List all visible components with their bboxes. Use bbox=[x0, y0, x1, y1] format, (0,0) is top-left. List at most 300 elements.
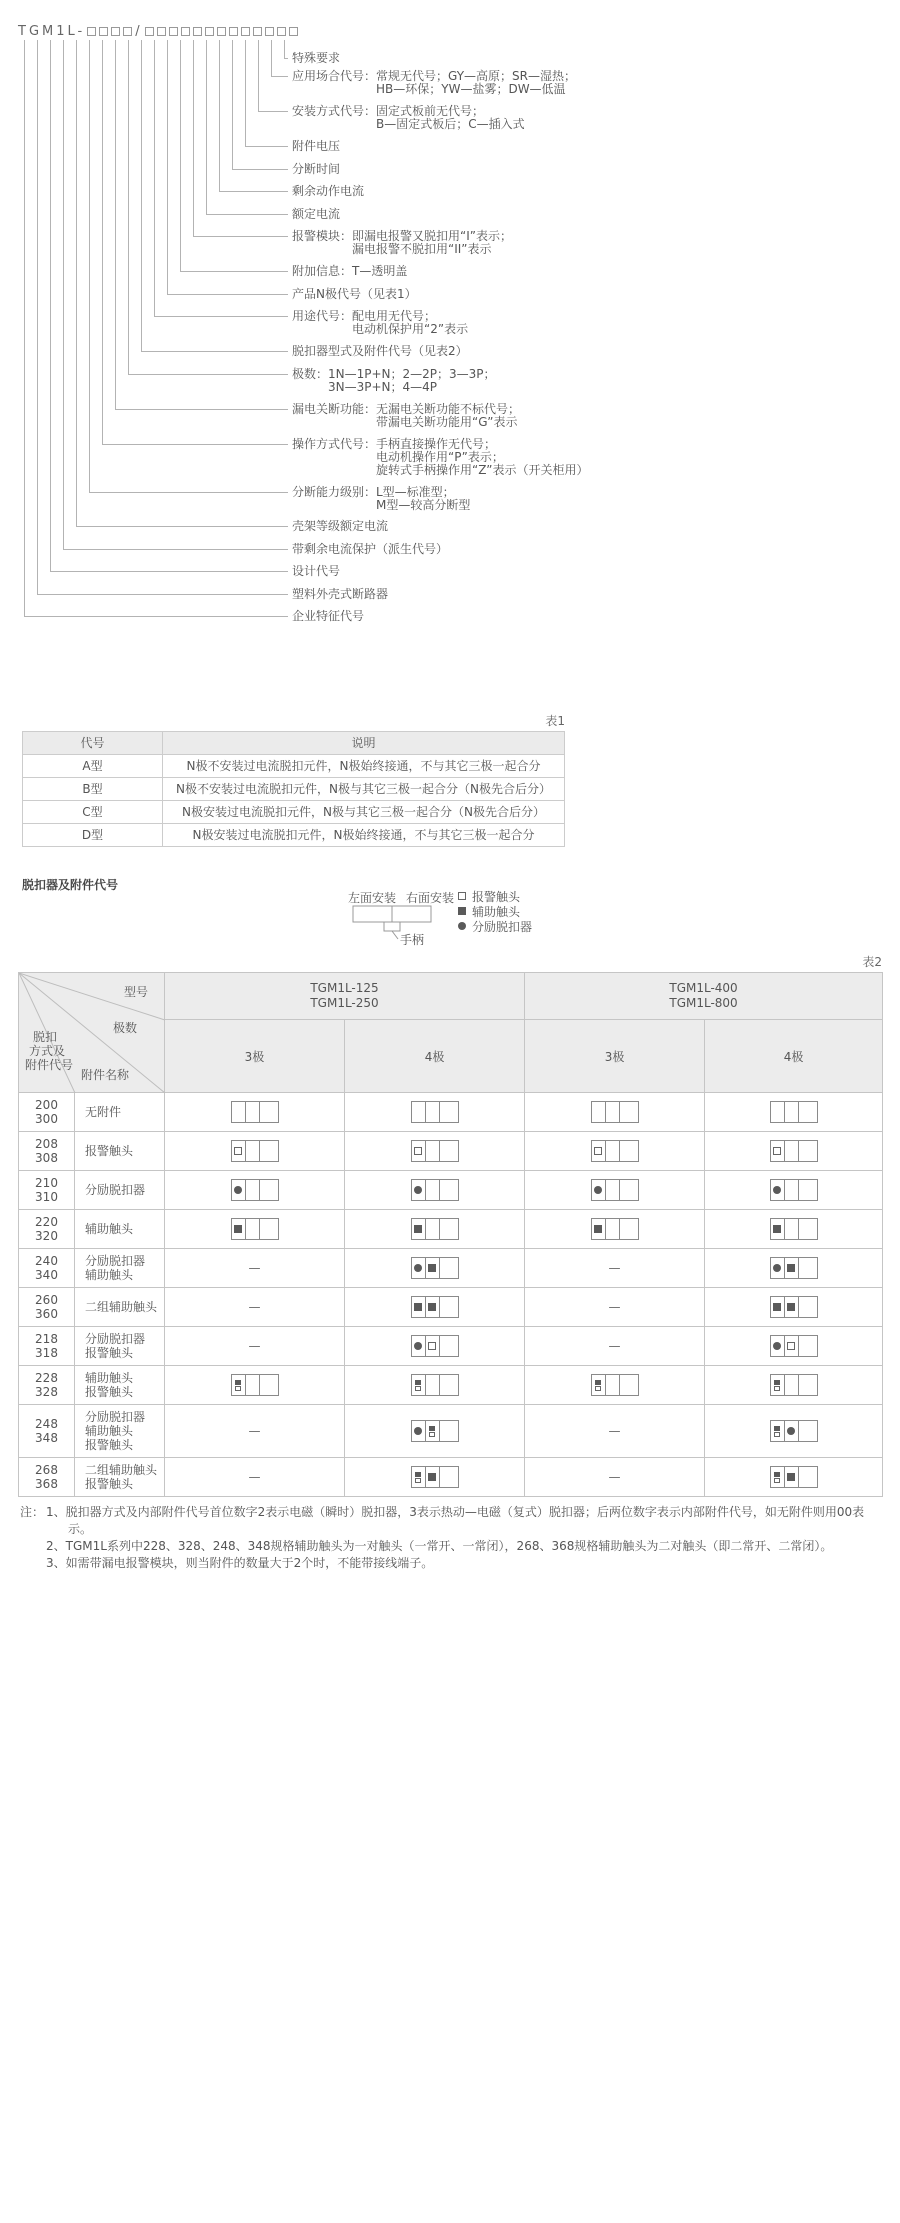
callout-label: 操作方式代号：手柄直接操作无代号； 电动机操作用“P”表示； 旋转式手柄操作用“Z”表示（开关柜用） bbox=[292, 437, 589, 477]
diagram-compartment bbox=[426, 1258, 440, 1278]
n-pole-type-cell: B型 bbox=[23, 778, 163, 801]
breaker-diagram bbox=[770, 1218, 818, 1240]
diagram-compartment bbox=[246, 1102, 260, 1122]
diagram-compartment bbox=[606, 1219, 620, 1239]
diagram-compartment bbox=[246, 1375, 260, 1395]
table2-corner-cell bbox=[19, 973, 165, 1093]
accessory-diagram-cell bbox=[165, 1458, 345, 1497]
diagram-compartment bbox=[785, 1375, 799, 1395]
breaker-diagram bbox=[411, 1296, 459, 1318]
accessory-diagram-cell bbox=[165, 1132, 345, 1171]
trip-code-cell: 248 348 bbox=[19, 1405, 75, 1458]
table2-row bbox=[19, 1327, 883, 1366]
diagram-compartment bbox=[426, 1421, 440, 1441]
table1-row bbox=[23, 801, 565, 824]
diagram-compartment bbox=[606, 1102, 620, 1122]
accessory-name-cell: 辅助触头 报警触头 bbox=[75, 1366, 165, 1405]
accessory-name-cell: 分励脱扣器 辅助触头 bbox=[75, 1249, 165, 1288]
diagram-compartment bbox=[412, 1141, 426, 1161]
breaker-diagram bbox=[411, 1257, 459, 1279]
accessory-diagram-cell bbox=[705, 1132, 883, 1171]
table1-row bbox=[23, 755, 565, 778]
model-name: TGM1L-125 bbox=[310, 981, 379, 995]
callout-label: 塑料外壳式断路器 bbox=[292, 587, 389, 601]
diagram-body bbox=[260, 1102, 278, 1122]
callout-label: 漏电关断功能：无漏电关断功能不标代号； 带漏电关断功能用“G”表示 bbox=[292, 402, 521, 429]
accessory-name-cell: 分励脱扣器 报警触头 bbox=[75, 1327, 165, 1366]
diagram-body bbox=[620, 1102, 638, 1122]
diagram-compartment bbox=[412, 1467, 426, 1487]
model-code-box bbox=[169, 27, 178, 36]
table1-row bbox=[23, 824, 565, 847]
breaker-diagram bbox=[591, 1218, 639, 1240]
diagram-compartment bbox=[771, 1375, 785, 1395]
model-code-box bbox=[99, 27, 108, 36]
notes-prefix: 注： bbox=[20, 1505, 45, 1519]
accessory-name-cell: 分励脱扣器 辅助触头 报警触头 bbox=[75, 1405, 165, 1458]
model-code bbox=[18, 24, 301, 39]
diagram-body bbox=[260, 1180, 278, 1200]
callout-label: 分断时间 bbox=[292, 162, 341, 176]
diagram-compartment bbox=[232, 1180, 246, 1200]
alarm-symbol-icon bbox=[415, 1386, 421, 1391]
breaker-diagram bbox=[411, 1179, 459, 1201]
legend-label: 分励脱扣器 bbox=[472, 919, 533, 934]
legend-item bbox=[458, 904, 532, 918]
callout-label: 附加信息：T—透明盖 bbox=[292, 264, 408, 278]
accessory-diagram-cell bbox=[345, 1093, 525, 1132]
note-item: 3、如需带漏电报警模块，则当附件的数量大于2个时，不能带接线端子。 bbox=[46, 1556, 434, 1570]
legend-label: 报警触头 bbox=[472, 889, 521, 904]
callout-label: 特殊要求 bbox=[292, 51, 341, 65]
diagram-compartment bbox=[771, 1180, 785, 1200]
diagram-compartment bbox=[426, 1180, 440, 1200]
diagram-body bbox=[620, 1180, 638, 1200]
alarm-symbol-icon bbox=[787, 1342, 795, 1350]
accessory-diagram-cell bbox=[165, 1093, 345, 1132]
callout-label: 额定电流 bbox=[292, 207, 341, 221]
legend-label: 辅助触头 bbox=[472, 904, 521, 919]
model-code-box bbox=[289, 27, 298, 36]
accessory-diagram-cell bbox=[345, 1171, 525, 1210]
model-name: TGM1L-250 bbox=[310, 996, 379, 1010]
accessory-diagram-cell bbox=[165, 1210, 345, 1249]
diagram-compartment bbox=[592, 1219, 606, 1239]
diagram-compartment bbox=[412, 1297, 426, 1317]
table2-caption: 表2 bbox=[862, 955, 882, 969]
accessory-name-cell: 分励脱扣器 bbox=[75, 1171, 165, 1210]
diagram-compartment bbox=[232, 1141, 246, 1161]
callout-label: 极数：1N—1P+N；2—2P；3—3P； 3N—3P+N；4—4P bbox=[292, 367, 496, 394]
diagram-body bbox=[620, 1375, 638, 1395]
corner-trip-code-label: 方式及 bbox=[29, 1044, 66, 1058]
callout-label: 带剩余电流保护（派生代号） bbox=[292, 542, 449, 556]
breaker-diagram bbox=[411, 1218, 459, 1240]
shunt-symbol-icon bbox=[414, 1342, 422, 1350]
model-name: TGM1L-400 bbox=[669, 981, 738, 995]
breaker-diagram bbox=[231, 1140, 279, 1162]
n-pole-desc-cell: N极安装过电流脱扣元件，N极始终接通，不与其它三极一起合分 bbox=[163, 824, 565, 847]
model-code-box bbox=[277, 27, 286, 36]
callout-label: 壳架等级额定电流 bbox=[292, 519, 389, 533]
diagram-compartment bbox=[426, 1102, 440, 1122]
note-items bbox=[46, 1504, 882, 1572]
breaker-diagram bbox=[770, 1257, 818, 1279]
alarm-symbol-icon bbox=[458, 892, 466, 900]
note-item: 2、TGM1L系列中228、328、248、348规格辅助触头为一对触头（一常开、一常闭），268、368规格辅助触头为二对触头（即二常开、二常闭）。 bbox=[46, 1539, 833, 1553]
breaker-diagram bbox=[231, 1218, 279, 1240]
model-code-box bbox=[157, 27, 166, 36]
callout-label: 附件电压 bbox=[292, 139, 341, 153]
breaker-diagram bbox=[770, 1140, 818, 1162]
diagram-body bbox=[440, 1258, 458, 1278]
n-pole-desc-cell: N极不安装过电流脱扣元件，N极始终接通，不与其它三极一起合分 bbox=[163, 755, 565, 778]
accessory-diagram-cell bbox=[345, 1405, 525, 1458]
breaker-diagram bbox=[411, 1140, 459, 1162]
alarm-symbol-icon bbox=[414, 1147, 422, 1155]
alarm-symbol-icon bbox=[774, 1432, 780, 1437]
diagram-compartment bbox=[771, 1421, 785, 1441]
accessory-section-title: 脱扣器及附件代号 bbox=[22, 878, 119, 892]
model-code-box bbox=[217, 27, 226, 36]
aux-symbol-icon bbox=[428, 1303, 436, 1311]
trip-code-cell: 210 310 bbox=[19, 1171, 75, 1210]
diagram-compartment bbox=[785, 1258, 799, 1278]
diagram-compartment bbox=[785, 1141, 799, 1161]
n-pole-desc-cell: N极不安装过电流脱扣元件，N极与其它三极一起合分（N极先合后分） bbox=[163, 778, 565, 801]
aux-symbol-icon bbox=[773, 1303, 781, 1311]
accessory-diagram-cell bbox=[345, 1327, 525, 1366]
callout-label: 安装方式代号：固定式板前无代号； B—固定式板后；C—插入式 bbox=[292, 104, 525, 131]
diagram-compartment bbox=[771, 1336, 785, 1356]
aux-symbol-icon bbox=[774, 1472, 780, 1477]
table2-row bbox=[19, 1458, 883, 1497]
callout-label: 剩余动作电流 bbox=[292, 184, 365, 198]
accessory-diagram-cell bbox=[525, 1171, 705, 1210]
diagram-compartment bbox=[246, 1219, 260, 1239]
aux-symbol-icon bbox=[594, 1225, 602, 1233]
diagram-body bbox=[620, 1141, 638, 1161]
breaker-diagram bbox=[591, 1101, 639, 1123]
diagram-compartment bbox=[785, 1421, 799, 1441]
accessory-name-cell: 辅助触头 bbox=[75, 1210, 165, 1249]
diagram-compartment bbox=[785, 1467, 799, 1487]
notes bbox=[20, 1504, 882, 1572]
diagram-body bbox=[440, 1336, 458, 1356]
diagram-compartment bbox=[412, 1336, 426, 1356]
breaker-diagram bbox=[770, 1374, 818, 1396]
diagram-compartment bbox=[771, 1141, 785, 1161]
alarm-symbol-icon bbox=[595, 1386, 601, 1391]
accessory-diagram-cell bbox=[345, 1249, 525, 1288]
alarm-symbol-icon bbox=[234, 1147, 242, 1155]
breaker-diagram bbox=[770, 1420, 818, 1442]
note-item: 1、脱扣器方式及内部附件代号首位数字2表示电磁（瞬时）脱扣器，3表示热动—电磁（复式）脱扣器；后两位数字表示内部附件代号，如无附件则用00表示。 bbox=[46, 1505, 865, 1536]
n-pole-type-cell: C型 bbox=[23, 801, 163, 824]
table2-row bbox=[19, 1366, 883, 1405]
diagram-compartment bbox=[426, 1336, 440, 1356]
model-code-box bbox=[241, 27, 250, 36]
accessory-diagram-cell bbox=[705, 1327, 883, 1366]
accessory-diagram-cell bbox=[345, 1210, 525, 1249]
accessory-diagram-cell bbox=[705, 1249, 883, 1288]
shunt-symbol-icon bbox=[773, 1264, 781, 1272]
alarm-symbol-icon bbox=[235, 1386, 241, 1391]
callout-label: 应用场合代号：常规无代号；GY—高原；SR—湿热； HB—环保；YW—盐雾；DW—低温 bbox=[292, 69, 576, 96]
shunt-symbol-icon bbox=[458, 922, 466, 930]
diagram-body bbox=[260, 1375, 278, 1395]
breaker-diagram bbox=[591, 1179, 639, 1201]
diagram-compartment bbox=[785, 1219, 799, 1239]
no-accessory-dash: — bbox=[608, 1339, 621, 1353]
diagram-body bbox=[799, 1102, 817, 1122]
no-accessory-dash: — bbox=[608, 1470, 621, 1484]
model-code-box bbox=[265, 27, 274, 36]
diagram-compartment bbox=[232, 1102, 246, 1122]
diagram-compartment bbox=[606, 1141, 620, 1161]
alarm-symbol-icon bbox=[774, 1478, 780, 1483]
table1-header-row bbox=[23, 732, 565, 755]
model-code-box bbox=[111, 27, 120, 36]
accessory-diagram-cell bbox=[705, 1405, 883, 1458]
accessory-diagram-cell bbox=[705, 1366, 883, 1405]
diagram-compartment bbox=[426, 1141, 440, 1161]
mount-labels bbox=[348, 889, 454, 906]
corner-trip-code-label: 附件代号 bbox=[25, 1058, 74, 1072]
diagram-body bbox=[799, 1180, 817, 1200]
diagram-compartment bbox=[785, 1102, 799, 1122]
left-mount-label: 左面安装 bbox=[348, 891, 397, 905]
accessory-diagram-cell bbox=[345, 1366, 525, 1405]
aux-symbol-icon bbox=[414, 1225, 422, 1233]
pole-header: 3极 bbox=[525, 1020, 705, 1093]
model-code-box bbox=[253, 27, 262, 36]
diagram-compartment bbox=[592, 1102, 606, 1122]
breaker-diagram bbox=[591, 1374, 639, 1396]
table2-row bbox=[19, 1405, 883, 1458]
aux-symbol-icon bbox=[774, 1426, 780, 1431]
no-accessory-dash: — bbox=[248, 1261, 261, 1275]
diagram-compartment bbox=[426, 1467, 440, 1487]
diagram-body bbox=[799, 1375, 817, 1395]
breaker-handle-diagram bbox=[347, 905, 443, 947]
breaker-diagram bbox=[231, 1179, 279, 1201]
right-mount-label: 右面安装 bbox=[406, 891, 455, 905]
shunt-symbol-icon bbox=[234, 1186, 242, 1194]
table2-row bbox=[19, 1093, 883, 1132]
diagram-compartment bbox=[232, 1375, 246, 1395]
aux-symbol-icon bbox=[773, 1225, 781, 1233]
diagram-body bbox=[799, 1258, 817, 1278]
no-accessory-dash: — bbox=[608, 1424, 621, 1438]
no-accessory-dash: — bbox=[248, 1300, 261, 1314]
trip-code-cell: 208 308 bbox=[19, 1132, 75, 1171]
table2-row bbox=[19, 1249, 883, 1288]
diagram-compartment bbox=[592, 1180, 606, 1200]
n-pole-type-cell: D型 bbox=[23, 824, 163, 847]
no-accessory-dash: — bbox=[248, 1339, 261, 1353]
accessory-diagram-cell bbox=[525, 1366, 705, 1405]
aux-symbol-icon bbox=[774, 1380, 780, 1385]
no-accessory-dash: — bbox=[608, 1300, 621, 1314]
accessory-name-cell: 无附件 bbox=[75, 1093, 165, 1132]
callout-label: 产品N极代号（见表1） bbox=[292, 287, 417, 301]
shunt-symbol-icon bbox=[594, 1186, 602, 1194]
accessory-diagram-cell bbox=[525, 1288, 705, 1327]
accessory-diagram-cell bbox=[705, 1210, 883, 1249]
no-accessory-dash: — bbox=[608, 1261, 621, 1275]
diagram-compartment bbox=[606, 1375, 620, 1395]
trip-accessory-code-table bbox=[18, 972, 883, 1497]
table2-row bbox=[19, 1288, 883, 1327]
accessory-diagram-cell bbox=[705, 1288, 883, 1327]
shunt-symbol-icon bbox=[414, 1264, 422, 1272]
table1-header: 说明 bbox=[163, 732, 565, 755]
diagram-body bbox=[799, 1421, 817, 1441]
diagram-compartment bbox=[246, 1180, 260, 1200]
diagram-compartment bbox=[785, 1336, 799, 1356]
callout-label: 报警模块：即漏电报警又脱扣用“I”表示； 漏电报警不脱扣用“II”表示 bbox=[292, 229, 512, 256]
aux-symbol-icon bbox=[415, 1472, 421, 1477]
diagram-compartment bbox=[412, 1421, 426, 1441]
breaker-diagram bbox=[411, 1374, 459, 1396]
alarm-symbol-icon bbox=[594, 1147, 602, 1155]
designation-diagram bbox=[0, 0, 900, 650]
diagram-body bbox=[440, 1375, 458, 1395]
breaker-diagram bbox=[770, 1296, 818, 1318]
diagram-body bbox=[440, 1421, 458, 1441]
diagram-compartment bbox=[426, 1375, 440, 1395]
aux-symbol-icon bbox=[429, 1426, 435, 1431]
trip-code-cell: 220 320 bbox=[19, 1210, 75, 1249]
legend-item bbox=[458, 919, 532, 933]
aux-symbol-icon bbox=[235, 1380, 241, 1385]
pole-header: 4极 bbox=[705, 1020, 883, 1093]
diagram-body bbox=[260, 1141, 278, 1161]
breaker-diagram bbox=[231, 1101, 279, 1123]
table2-row bbox=[19, 1132, 883, 1171]
diagram-body bbox=[799, 1219, 817, 1239]
shunt-symbol-icon bbox=[773, 1186, 781, 1194]
accessory-diagram-cell bbox=[525, 1458, 705, 1497]
accessory-diagram-cell bbox=[525, 1405, 705, 1458]
alarm-symbol-icon bbox=[773, 1147, 781, 1155]
handle-label: 手柄 bbox=[400, 933, 425, 947]
diagram-body bbox=[260, 1219, 278, 1239]
table2-header-row-models bbox=[19, 973, 883, 1020]
diagram-compartment bbox=[412, 1102, 426, 1122]
diagram-compartment bbox=[412, 1219, 426, 1239]
table2-row bbox=[19, 1171, 883, 1210]
aux-symbol-icon bbox=[414, 1303, 422, 1311]
alarm-symbol-icon bbox=[415, 1478, 421, 1483]
aux-symbol-icon bbox=[234, 1225, 242, 1233]
corner-trip-code-label: 脱扣 bbox=[33, 1030, 58, 1044]
breaker-diagram bbox=[770, 1101, 818, 1123]
symbol-legend bbox=[458, 889, 532, 934]
diagram-compartment bbox=[412, 1258, 426, 1278]
shunt-symbol-icon bbox=[787, 1427, 795, 1435]
accessory-name-cell: 二组辅助触头 报警触头 bbox=[75, 1458, 165, 1497]
diagram-body bbox=[799, 1336, 817, 1356]
diagram-body bbox=[440, 1467, 458, 1487]
accessory-diagram-cell bbox=[165, 1366, 345, 1405]
corner-poles-label: 极数 bbox=[113, 1021, 138, 1035]
trip-code-cell: 218 318 bbox=[19, 1327, 75, 1366]
diagram-compartment bbox=[426, 1219, 440, 1239]
n-pole-code-table bbox=[22, 731, 565, 847]
aux-symbol-icon bbox=[787, 1473, 795, 1481]
callout-label: 企业特征代号 bbox=[292, 609, 365, 623]
diagram-compartment bbox=[606, 1180, 620, 1200]
no-accessory-dash: — bbox=[248, 1424, 261, 1438]
model-code-box bbox=[87, 27, 96, 36]
aux-symbol-icon bbox=[428, 1264, 436, 1272]
diagram-body bbox=[440, 1297, 458, 1317]
accessory-diagram-cell bbox=[165, 1249, 345, 1288]
diagram-compartment bbox=[232, 1219, 246, 1239]
model-code-box bbox=[145, 27, 154, 36]
model-group-125-250 bbox=[165, 973, 525, 1020]
legend-item bbox=[458, 889, 532, 903]
accessory-name-cell: 报警触头 bbox=[75, 1132, 165, 1171]
accessory-name-cell: 二组辅助触头 bbox=[75, 1288, 165, 1327]
accessory-diagram-cell bbox=[705, 1171, 883, 1210]
diagram-compartment bbox=[771, 1467, 785, 1487]
alarm-symbol-icon bbox=[428, 1342, 436, 1350]
breaker-diagram bbox=[411, 1466, 459, 1488]
diagram-body bbox=[440, 1180, 458, 1200]
diagram-compartment bbox=[771, 1297, 785, 1317]
model-code-box bbox=[181, 27, 190, 36]
diagram-compartment bbox=[592, 1141, 606, 1161]
diagram-compartment bbox=[246, 1141, 260, 1161]
accessory-diagram-cell bbox=[525, 1132, 705, 1171]
breaker-diagram bbox=[231, 1374, 279, 1396]
aux-symbol-icon bbox=[428, 1473, 436, 1481]
pole-header: 4极 bbox=[345, 1020, 525, 1093]
model-name: TGM1L-800 bbox=[669, 996, 738, 1010]
table1-row bbox=[23, 778, 565, 801]
accessory-diagram-cell bbox=[165, 1171, 345, 1210]
callout-label: 脱扣器型式及附件代号（见表2） bbox=[292, 344, 468, 358]
diagram-compartment bbox=[771, 1102, 785, 1122]
diagram-body bbox=[440, 1102, 458, 1122]
aux-symbol-icon bbox=[787, 1264, 795, 1272]
diagram-compartment bbox=[592, 1375, 606, 1395]
trip-code-cell: 240 340 bbox=[19, 1249, 75, 1288]
callout-label: 用途代号：配电用无代号； 电动机保护用“2”表示 bbox=[292, 309, 469, 336]
accessory-diagram-cell bbox=[165, 1405, 345, 1458]
callout-label: 设计代号 bbox=[292, 564, 341, 578]
table2-row bbox=[19, 1210, 883, 1249]
diagram-body bbox=[620, 1219, 638, 1239]
pole-header: 3极 bbox=[165, 1020, 345, 1093]
model-code-box bbox=[229, 27, 238, 36]
diagram-compartment bbox=[412, 1180, 426, 1200]
no-accessory-dash: — bbox=[248, 1470, 261, 1484]
model-group-400-800 bbox=[525, 973, 883, 1020]
alarm-symbol-icon bbox=[429, 1432, 435, 1437]
accessory-diagram-cell bbox=[165, 1327, 345, 1366]
shunt-symbol-icon bbox=[773, 1342, 781, 1350]
shunt-symbol-icon bbox=[414, 1186, 422, 1194]
breaker-diagram bbox=[770, 1466, 818, 1488]
aux-symbol-icon bbox=[787, 1303, 795, 1311]
model-code-box bbox=[193, 27, 202, 36]
model-code-box bbox=[123, 27, 132, 36]
diagram-compartment bbox=[785, 1180, 799, 1200]
